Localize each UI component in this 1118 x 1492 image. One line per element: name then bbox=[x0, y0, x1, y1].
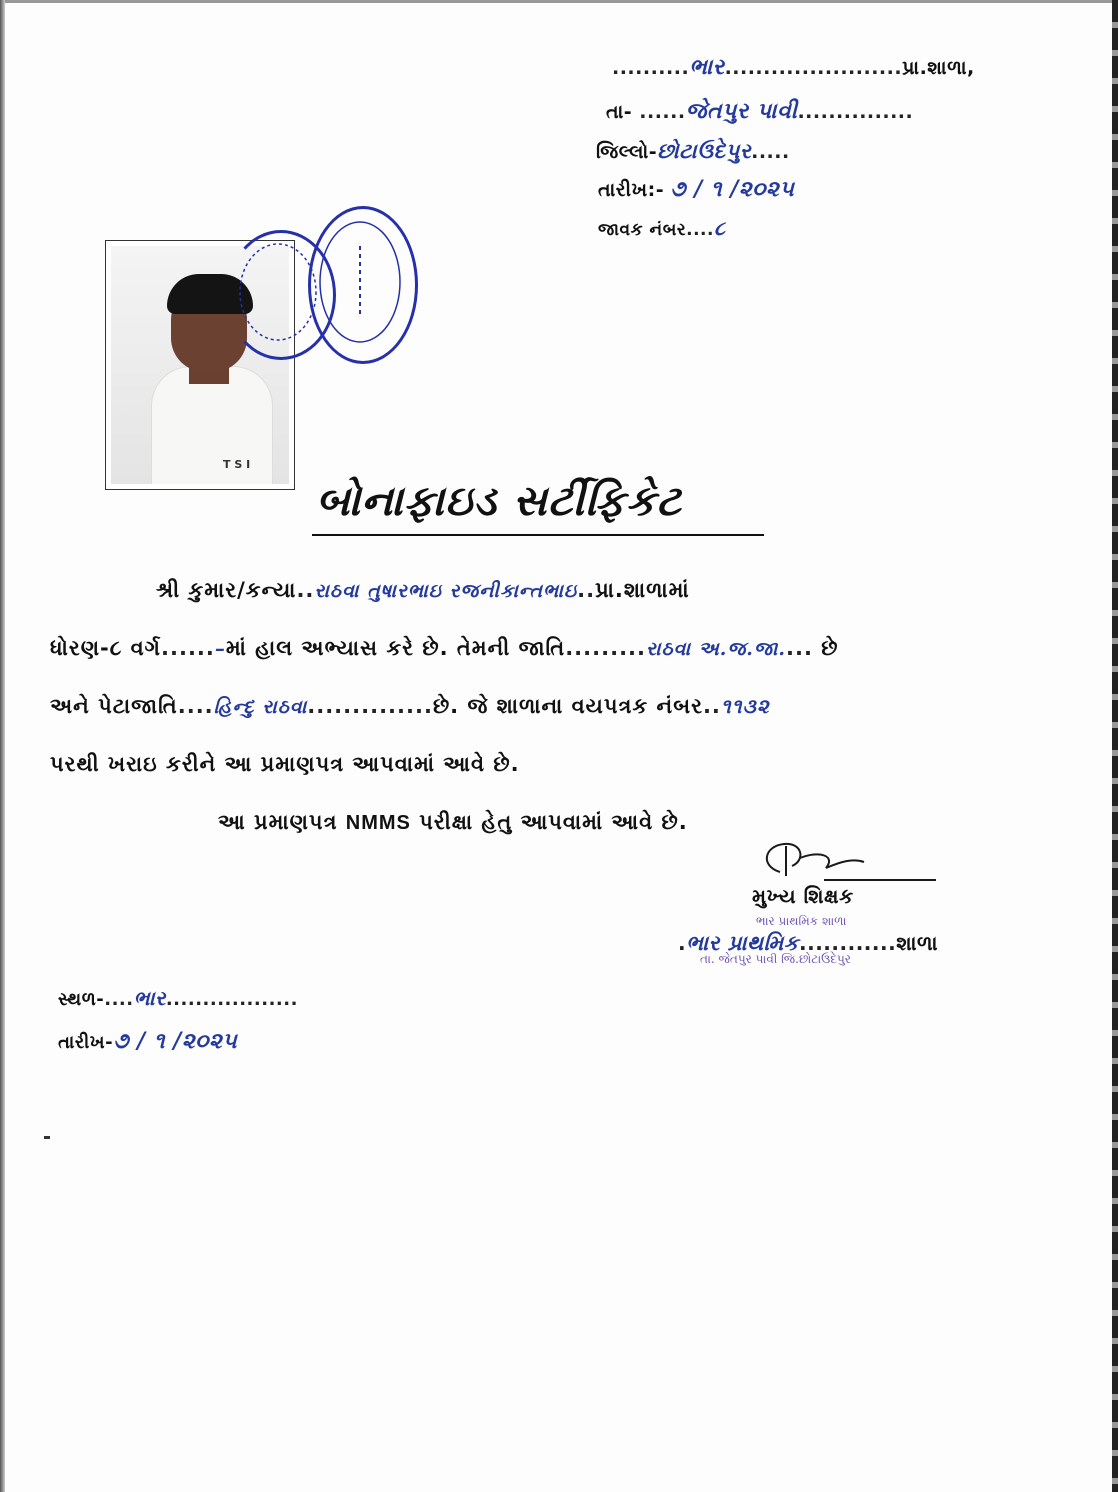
sign-stamp-line1: ભાર પ્રાથમિક શાળા bbox=[756, 914, 847, 928]
footer-date-line bbox=[58, 1028, 237, 1054]
nmms-text: NMMS bbox=[345, 812, 411, 834]
inward-label: જાવક નંબર bbox=[598, 220, 687, 240]
scan-edge-right bbox=[1112, 0, 1118, 1492]
caste-hand: રાઠવા અ.જ.જા. bbox=[646, 638, 787, 660]
body-l3-mid: છે. જે શાળાના વયપત્રક નંબર bbox=[432, 694, 703, 718]
body-l2-prefix: ધોરણ-૮ વર્ગ bbox=[50, 636, 162, 660]
subcaste-hand: હિન્દુ રાઠવા bbox=[213, 696, 308, 718]
header-taluka-line: તા- ......જેતપુર પાવી............... bbox=[606, 98, 914, 124]
scan-speck bbox=[44, 1136, 50, 1139]
register-hand: ૧૧૩૨ bbox=[720, 694, 770, 718]
body-line-5 bbox=[218, 810, 688, 835]
header-district-line: જિલ્લો-છોટાઉદેપુર..... bbox=[596, 138, 790, 163]
certificate-title: બોનાફાઇડ સર્ટીફિકેટ bbox=[316, 476, 682, 525]
place-label: સ્થળ- bbox=[58, 989, 105, 1010]
sign-stamp-line2: તા. જેતપુર પાવી જિ.છોટાઉદેપુર bbox=[700, 952, 851, 966]
body-line-3: અને પેટાજાતિ....હિન્દુ રાઠવા..............છે. જે શાળાના વયપત્રક નંબર..૧૧૩૨ bbox=[50, 694, 770, 718]
footer-date-label: તારીખ- bbox=[58, 1032, 114, 1053]
header-date-label: તારીખ:- bbox=[598, 179, 665, 201]
headmaster-role: મુખ્ય શિક્ષક bbox=[752, 884, 854, 908]
district-hand: છોટાઉદેપુર bbox=[657, 138, 752, 163]
place-hand: ભાર bbox=[133, 986, 166, 1010]
signature-school-line: .ભાર પ્રાથમિક............શાળા bbox=[678, 930, 939, 955]
body-l3-prefix: અને પેટાજાતિ bbox=[50, 694, 178, 718]
inward-hand: ૮ bbox=[713, 216, 726, 240]
header-school-line: ..........ભાર.......................પ્રા.શાળા, bbox=[612, 54, 975, 80]
scan-edge-top bbox=[0, 0, 1118, 3]
footer-date-hand: ૭ / ૧ /૨૦૨૫ bbox=[113, 1028, 238, 1054]
class-hand: – bbox=[214, 636, 226, 660]
body-line-1: શ્રી કુમાર/કન્યા..રાઠવા તુષારભાઇ રજનીકાન્તભાઇ..પ્રા.શાળામાં bbox=[156, 578, 690, 602]
body-line-2: ધોરણ-૮ વર્ગ......–માં હાલ અભ્યાસ કરે છે. તેમની જાતિ.........રાઠવા અ.જ.જા.... છે bbox=[50, 636, 839, 660]
taluka-label: તા- bbox=[606, 101, 633, 123]
shirt-text: T S I bbox=[223, 458, 251, 471]
body-l2-mid: માં હાલ અભ્યાસ કરે છે. તેમની જાતિ bbox=[225, 636, 566, 660]
header-date-line bbox=[598, 176, 794, 202]
signature-school-suffix: શાળા bbox=[896, 931, 939, 955]
taluka-hand: જેતપુર પાવી bbox=[685, 98, 798, 124]
signature-school-hand: ભાર પ્રાથમિક bbox=[686, 930, 800, 955]
footer-place-line: સ્થળ-....ભાર.................. bbox=[58, 986, 298, 1010]
body-l1-suffix: પ્રા.શાળામાં bbox=[595, 578, 690, 602]
body-l5-c: પરીક્ષા હેતુ આપવામાં આવે છે. bbox=[419, 810, 688, 834]
title-underline bbox=[312, 534, 764, 536]
district-label: જિલ્લો- bbox=[596, 141, 658, 163]
student-name-hand: રાઠવા તુષારભાઇ રજનીકાન્તભાઇ bbox=[314, 580, 578, 602]
header-date-hand: ૭ / ૧ /૨૦૨૫ bbox=[670, 176, 795, 202]
header-inward-line: જાવક નંબર....૮ bbox=[598, 216, 726, 240]
body-l5-a: આ પ્રમાણપત્ર bbox=[218, 810, 338, 834]
header-school-hand: ભાર bbox=[689, 54, 725, 80]
body-l2-suffix: છે bbox=[821, 636, 839, 660]
stamp-school-round-ring bbox=[308, 206, 412, 358]
body-l1-prefix: શ્રી કુમાર/કન્યા bbox=[156, 578, 297, 602]
scan-edge-left bbox=[0, 0, 5, 1492]
stamp-school-round bbox=[308, 206, 418, 364]
header-school-suffix: પ્રા.શાળા, bbox=[902, 57, 975, 79]
body-line-4: પરથી ખરાઇ કરીને આ પ્રમાણપત્ર આપવામાં આવે છે. bbox=[50, 752, 520, 776]
